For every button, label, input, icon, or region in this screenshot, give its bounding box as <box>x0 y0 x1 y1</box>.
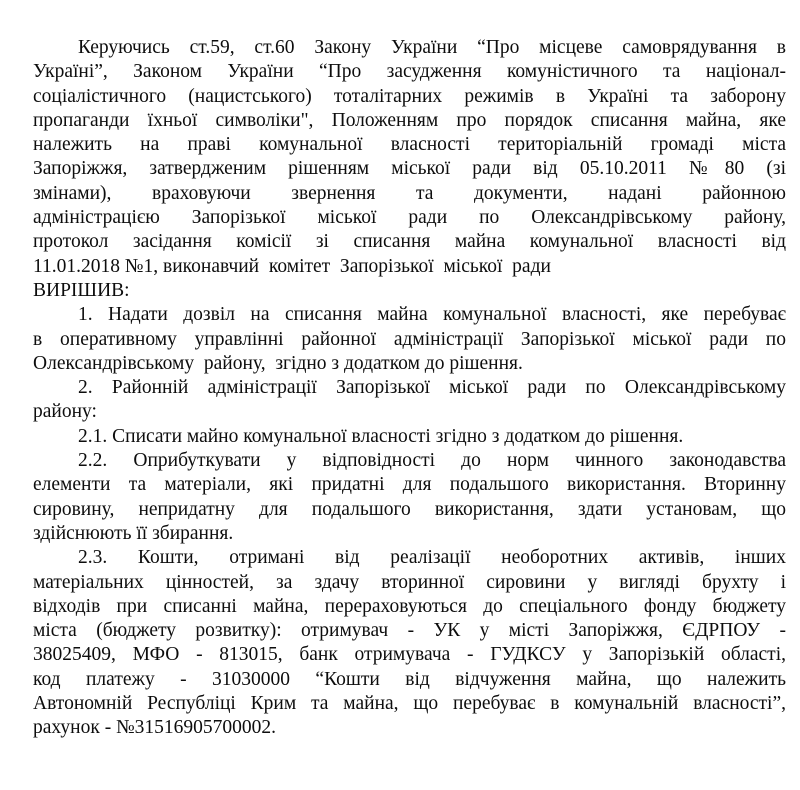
text-line: сировину, непридатну для подальшого використання, здати установам, що <box>33 498 786 520</box>
text-line: району: <box>33 401 97 423</box>
text-line: протокол засідання комісії зі списання майна комунальної власності від <box>33 231 786 253</box>
text-line: 11.01.2018 №1, виконавчий комітет Запорізької міської ради <box>33 255 551 277</box>
text-line: 38025409, МФО - 813015, банк отримувача - ГУДКСУ у Запорізькій області, <box>33 644 786 666</box>
text-line: соціалістичного (нацистського) тоталітарних режимів в Україні та заборону <box>33 85 786 107</box>
text-line: відходів при списанні майна, перераховуються до спеціального фонду бюджету <box>33 595 786 617</box>
paragraph-item-2-2 <box>33 449 786 546</box>
text-line: Запоріжжя, затвердженим рішенням міської ради від 05.10.2011 №80 (зі <box>33 158 786 180</box>
text-line: в оперативному управлінні районної адміністрації Запорізької міської ради по <box>33 328 786 350</box>
text-line: Автономній Республіці Крим та майна, що перебуває в комунальній власності”, <box>33 693 786 715</box>
text-line: 2.2. Оприбуткувати у відповідності до норм чинного законодавства <box>78 450 786 472</box>
paragraph-item-2-3 <box>33 546 786 740</box>
paragraph-item-1 <box>33 303 786 376</box>
text-line: належить на праві комунальної власності територіальній громаді міста <box>33 134 786 156</box>
paragraph-resolved-heading <box>33 279 786 303</box>
text-line: 2. Районній адміністрації Запорізької міської ради по Олександрівському <box>78 377 786 399</box>
text-line: адміністрацією Запорізької міської ради по Олександрівському району, <box>33 207 786 229</box>
text-line: пропаганди їхньої символіки", Положенням про порядок списання майна, яке <box>33 109 786 131</box>
text-line: елементи та матеріали, які придатні для подальшого використання. Вторинну <box>33 474 786 496</box>
paragraph-item-2 <box>33 376 786 425</box>
text-line: 1. Надати дозвіл на списання майна комунальної власності, яке перебуває <box>78 304 786 326</box>
paragraph-item-2-1 <box>33 425 786 449</box>
text-line: здійснюють її збирання. <box>33 522 234 544</box>
text-line: міста (бюджету розвитку): отримувач - УК у місті Запоріжжя, ЄДРПОУ - <box>33 620 786 642</box>
text-line: 2.1. Списати майно комунальної власності згідно з додатком до рішення. <box>78 425 684 447</box>
text-line: рахунок - №31516905700002. <box>33 717 277 739</box>
text-line: матеріальних цінностей, за здачу вторинної сировини у вигляді брухту і <box>33 571 786 593</box>
text-line: Керуючись ст.59, ст.60 Закону України “Про місцеве самоврядування в <box>78 37 786 58</box>
text-line: Олександрівському району, згідно з додатком до рішення. <box>33 352 523 374</box>
text-line: код платежу - 31030000 “Кошти від відчуження майна, що належить <box>33 668 786 690</box>
paragraph-preamble <box>33 36 786 279</box>
text-line: ВИРІШИВ: <box>33 279 130 301</box>
text-line: Україні”, Законом України “Про засудження комуністичного та націонал- <box>33 61 786 83</box>
text-line: змінами), враховуючи звернення та документи, надані районною <box>33 182 786 204</box>
text-line: 2.3. Кошти, отримані від реалізації необоротних активів, інших <box>78 547 786 569</box>
